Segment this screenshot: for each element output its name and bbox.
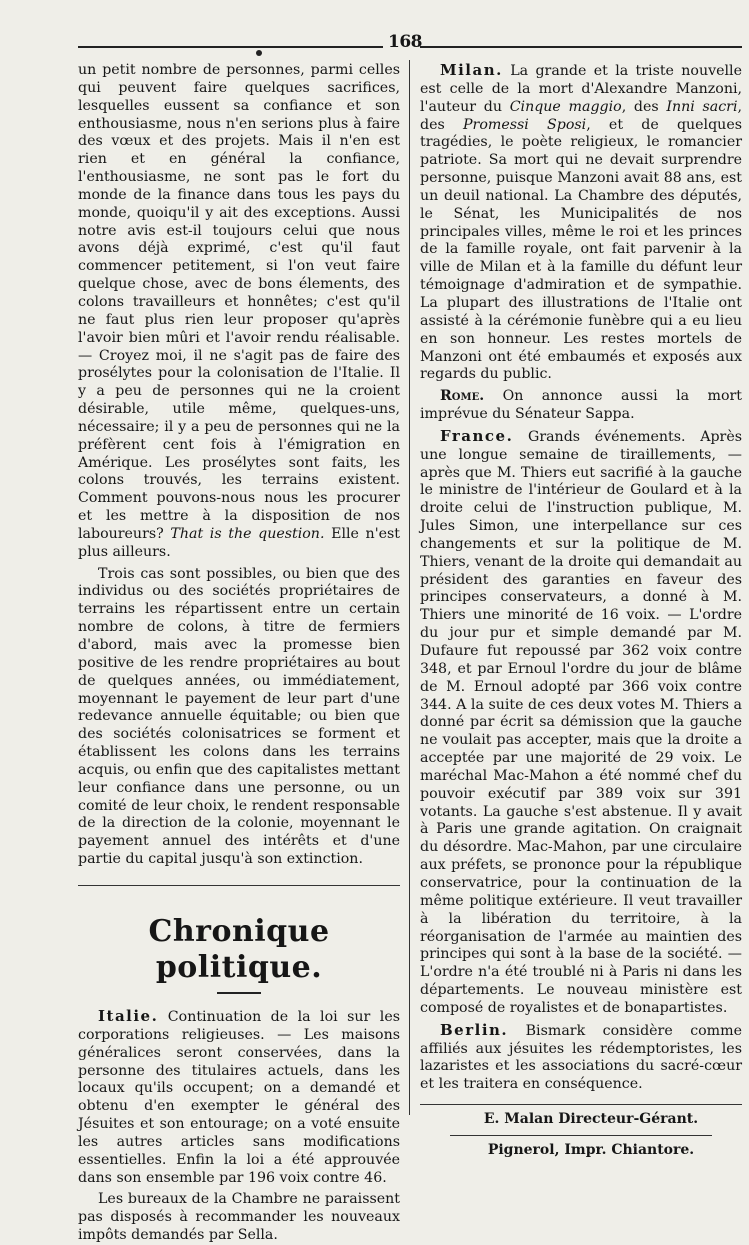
- printer-rule: [450, 1135, 712, 1136]
- section-divider: [78, 885, 400, 886]
- three-cases-paragraph: Trois cas sont possibles, ou bien que des individus ou des sociétés propriétaires de terrains les répartissent entre un certain nombre de colons, à titre de fermiers d'abord, mais avec la promesse bien positive de les rendre propriétaires au bout de quelques années, ou immédiatement, moyennant le payement de leur part d'une redevance annuelle équitable; ou bien que des sociétés colonisatrices se forment et établissent les colons dans les terrains acquis, ou enfin que des capitalistes mettant leur confiance dans une personne, ou un comité de leur choix, le rendent responsable de la direction de la colonie, moyennant le payement annuel des intérêts et d'une partie du capital jusqu'à son extinction.: [78, 565, 400, 868]
- page-number: 168: [388, 32, 422, 52]
- berlin-paragraph: Berlin. Bismark considère comme affiliés aux jésuites les rédemptoristes, les lazaristes et les associations du sacré-cœur et les traitera en conséquence.: [420, 1020, 742, 1093]
- title-dash: [217, 992, 261, 994]
- berlin-heading: Berlin.: [440, 1020, 509, 1039]
- printer-imprint: Pignerol, Impr. Chiantore.: [487, 1141, 695, 1158]
- bureaux-paragraph: Les bureaux de la Chambre ne paraissent pas disposés à recommander les nouveaux impôts demandés par Sella.: [78, 1191, 400, 1244]
- italie-heading: Italie.: [98, 1006, 159, 1025]
- italie-paragraph: Italie. Continuation de la loi sur les corporations religieuses. — Les maisons généralices seront conservées, dans la personne des titulaires actuels, dans les locaux qu'ils occupent; on a demandé et obtenu d'en exempter le général des Jésuites et son entourage; on a voté ensuite les autres articles sans modifications essentielles. Enfin la loi a été approuvée dans son ensemble par 196 voix contre 46.: [78, 1006, 401, 1186]
- left-column: [78, 62, 400, 1245]
- milan-heading: Milan.: [440, 61, 503, 79]
- france-heading: France.: [440, 426, 514, 445]
- column-divider: [409, 60, 410, 1115]
- header-rule-right: [420, 46, 742, 48]
- signoff-rule: [420, 1104, 742, 1105]
- signature: E. Malan Directeur-Gérant.: [483, 1111, 699, 1128]
- right-column: [420, 62, 742, 1160]
- rome-paragraph: Rome. On annonce aussi la mort imprévue du Sénateur Sappa.: [420, 388, 742, 423]
- rome-heading: Rome.: [440, 388, 485, 405]
- header-ornament-dot: [256, 50, 262, 56]
- section-title: Chronique politique.: [148, 913, 330, 985]
- colonisation-paragraph: un petit nombre de personnes, parmi celles qui peuvent faire quelques sacrifices, lesquelles eussent sa confiance et son enthousiasme, nous n'en serions plus à faire des vœux et des projets. Mais il n'en est rien et en général la confiance, l'enthousiasme, ne sont pas le fort du monde de la finance dans tous les pays du monde, quoiqu'il y ait des exceptions. Aussi notre avis est-il toujours celui que nous avons déjà exprimé, c'est qu'il faut commencer petitement, si l'on veut faire quelque chose, avec de bons élements, des colons travailleurs et honnêtes; c'est qu'il ne faut plus rien leur proposer qu'après l'avoir bien mûri et l'avoir rendu réalisable. — Croyez moi, il ne s'agit pas de faire des prosélytes pour la colonisation de l'Italie. Il y a peu de personnes qui ne la croient désirable, utile même, quelques-uns, nécessaire; il y a peu de personnes qui ne la préfèrent cent fois à l'émigration en Amérique. Les prosélytes sont faits, les colons trouvés, les terrains existent. Comment pouvons-nous nous les procurer et les mettre à la disposition de nos laboureurs? That is the question. Elle n'est plus ailleurs.: [78, 62, 400, 560]
- milan-paragraph: Milan. La grande et la triste nouvelle est celle de la mort d'Alexandre Manzoni, l'auteur du Cinque maggio, des Inni sacri, des Promessi Sposi, et de quelques tragédies, le poète religieux, le romancier patriote. Sa mort qui ne devait surprendre personne, puisque Manzoni avait 88 ans, est un deuil national. La Chambre des députés, le Sénat, les Municipalités de nos principales villes, même le roi et les princes de la famille royale, ont fait parvenir à la ville de Milan et à la famille du défunt leur témoignage d'admiration et de sympathie. La plupart des illustrations de l'Italie ont assisté à la cérémonie funèbre qui a eu lieu en son honneur. Les restes mortels de Manzoni ont été embaumés et exposés aux regards du public.: [420, 61, 743, 383]
- english-quote: That is the question.: [170, 525, 325, 542]
- france-paragraph: France. Grands événements. Après une longue semaine de tiraillements, — après que M. Thiers eut sacrifié à la gauche le ministre de l'intérieur de Goulard et à la droite celui de l'instruction publique, M. Jules Simon, une interpellance sur ces changements et sur la politique de M. Thiers, venant de la droite qui demandait au président des garanties en faveur des principes conservateurs, a donné à M. Thiers une minorité de 16 voix. — L'ordre du jour pur et simple demandé par M. Dufaure fut repoussé par 362 voix contre 348, et par Ernoul l'ordre du jour de blâme de M. Ernoul adopté par 366 voix contre 344. A la suite de ces deux votes M. Thiers a donné par écrit sa démission que la gauche ne voulait pas accepter, mais que la droite a acceptée par une majorité de 29 voix. Le maréchal Mac-Mahon a été nommé chef du pouvoir exécutif par 389 voix sur 391 votants. La gauche s'est abstenue. Il y avait à Paris une grande agitation. On craignait du désordre. Mac-Mahon, par une circulaire aux préfets, se prononce pour la république conservatrice, pour la continuation de la même politique extérieure. Il veut travailler à la libération du territoire, à la réorganisation de l'armée au maintien des principes qui sont à la base de la société. — L'ordre n'a été troublé ni à Paris ni dans les départements. Le nouveau ministère est composé de royalistes et de bonapartistes.: [420, 426, 742, 1016]
- header-rule-left: [78, 46, 383, 48]
